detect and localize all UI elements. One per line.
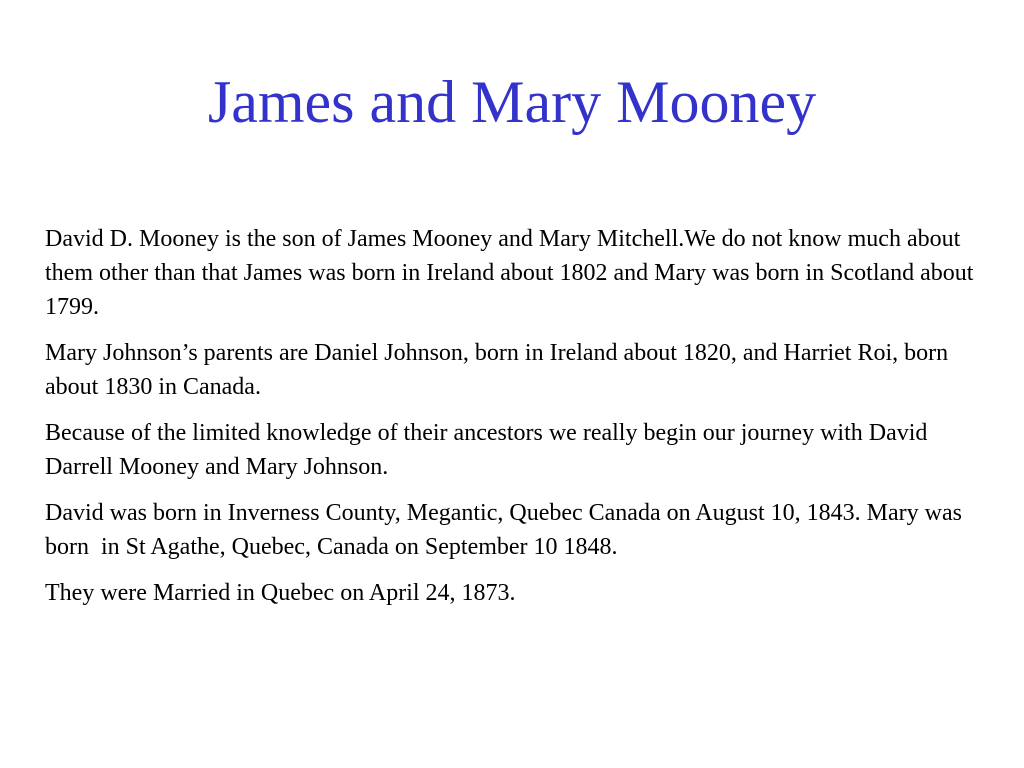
paragraph-birth-details: David was born in Inverness County, Megantic, Quebec Canada on August 10, 1843. Mary was born in St Agathe, Quebec, Canada on September 10 1848.	[45, 500, 968, 560]
slide-body	[45, 222, 985, 622]
paragraph-parents-of-mary: Mary Johnson’s parents are Daniel Johnson, born in Ireland about 1820, and Harriet Roi, born about 1830 in Canada.	[45, 340, 955, 400]
paragraph-marriage: They were Married in Quebec on April 24, 1873.	[45, 580, 516, 606]
paragraph-journey-start: Because of the limited knowledge of their ancestors we really begin our journey with David Darrell Mooney and Mary Johnson.	[45, 420, 934, 480]
slide-title: James and Mary Mooney	[207, 69, 817, 135]
paragraph-parents-of-david: David D. Mooney is the son of James Mooney and Mary Mitchell.We do not know much about them other than that James was born in Ireland about 1802 and Mary was born in Scotland about 1799.	[45, 226, 980, 320]
